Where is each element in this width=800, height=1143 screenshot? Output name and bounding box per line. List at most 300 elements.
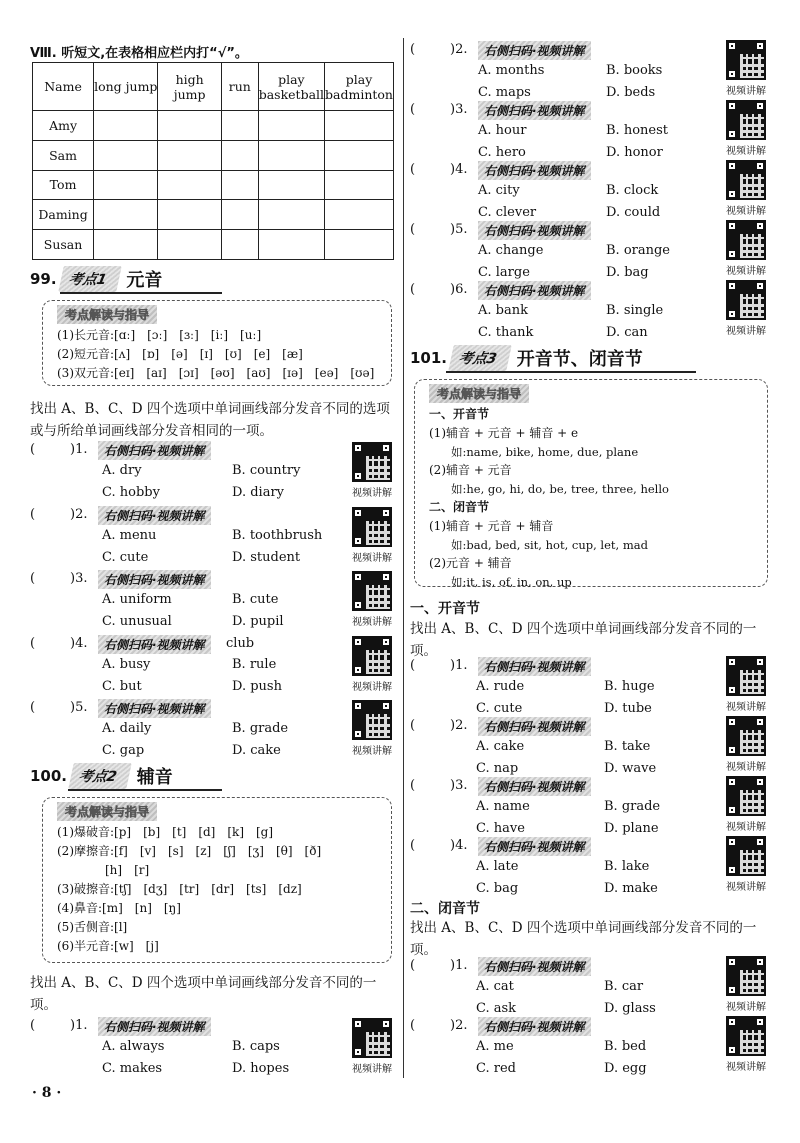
check-cell[interactable]: [325, 111, 394, 141]
option-a[interactable]: A. city: [478, 183, 520, 198]
option-b[interactable]: B. single: [606, 303, 664, 318]
header-long-jump: long jump: [94, 63, 158, 111]
guide-line: (4)鼻音:[m] [n] [ŋ]: [57, 901, 181, 915]
scan-banner: 右侧扫码·视频讲解: [478, 837, 591, 856]
answer-blank[interactable]: (: [410, 282, 416, 297]
qr-label: 视频讲解: [726, 1002, 766, 1013]
row-name: Sam: [33, 140, 94, 170]
option-d[interactable]: D. beds: [606, 85, 656, 100]
option-a[interactable]: A. months: [478, 63, 545, 78]
qr-finder: [754, 716, 766, 728]
kaodian-99-heading: [30, 265, 162, 293]
question-item: [30, 571, 400, 635]
qr-finder: [380, 700, 392, 712]
table-row: [33, 140, 394, 170]
qr-finder: [726, 188, 738, 200]
guide-line: (6)半元音:[w] [j]: [57, 939, 159, 953]
option-a[interactable]: A. rude: [476, 679, 525, 694]
qr-label: 视频讲解: [726, 326, 766, 337]
option-b[interactable]: B. country: [232, 463, 301, 478]
option-a[interactable]: A. bank: [478, 303, 528, 318]
qr-label: 视频讲解: [352, 746, 392, 757]
option-d[interactable]: D. glass: [604, 1001, 656, 1016]
check-cell[interactable]: [94, 140, 158, 170]
answer-blank[interactable]: (: [410, 1018, 416, 1033]
scan-banner: 右侧扫码·视频讲解: [98, 506, 211, 525]
guide-line: (5)舌侧音:[l]: [57, 920, 128, 934]
qr-code-icon[interactable]: [352, 700, 392, 740]
qr-modules: [740, 114, 764, 138]
qr-finder: [726, 864, 738, 876]
guide-tag: 考点解读与指导: [429, 384, 529, 403]
check-cell[interactable]: [94, 200, 158, 230]
kaodian-badge: 考点3: [448, 345, 511, 371]
qr-finder: [754, 40, 766, 52]
check-cell[interactable]: [158, 140, 221, 170]
option-c[interactable]: C. nap: [476, 761, 519, 776]
option-c[interactable]: C. hero: [478, 145, 526, 160]
header-high-jump: high jump: [158, 63, 221, 111]
option-a[interactable]: A. always: [102, 1039, 165, 1054]
qr-modules: [740, 1030, 764, 1054]
scan-banner: 右侧扫码·视频讲解: [478, 41, 591, 60]
kaodian-101-heading: [410, 344, 643, 372]
qr-code-icon[interactable]: [726, 656, 766, 696]
answer-blank[interactable]: (: [30, 700, 36, 715]
qr-code-icon[interactable]: [726, 776, 766, 816]
option-d[interactable]: D. wave: [604, 761, 657, 776]
qr-modules: [366, 714, 390, 738]
option-d[interactable]: D. diary: [232, 485, 285, 500]
answer-blank[interactable]: (: [410, 838, 416, 853]
option-c[interactable]: C. cute: [476, 701, 523, 716]
option-a[interactable]: A. busy: [102, 656, 151, 672]
heading-underline: [68, 789, 222, 791]
option-b[interactable]: B. lake: [604, 859, 650, 874]
check-cell[interactable]: [221, 200, 258, 230]
option-b[interactable]: B. huge: [604, 679, 655, 694]
qr-finder: [726, 308, 738, 320]
scan-banner: 右侧扫码·视频讲解: [478, 281, 591, 300]
check-cell[interactable]: [258, 140, 324, 170]
qr-code-icon[interactable]: [352, 442, 392, 482]
check-cell[interactable]: [325, 230, 394, 260]
qr-finder: [754, 776, 766, 788]
option-d[interactable]: D. honor: [606, 145, 663, 160]
question-item: [30, 636, 400, 700]
qr-finder: [726, 836, 738, 848]
qr-finder: [726, 804, 738, 816]
check-cell[interactable]: [221, 140, 258, 170]
option-c[interactable]: C. gap: [102, 743, 145, 758]
qr-modules: [740, 294, 764, 318]
question-number: )2.: [70, 506, 88, 522]
qr-code-icon[interactable]: [352, 636, 392, 676]
guide-example: 如:it, is, of, in, on, up: [451, 575, 572, 589]
qr-label: 视频讲解: [726, 266, 766, 277]
question-item: [410, 102, 772, 166]
scan-banner: 右侧扫码·视频讲解: [98, 570, 211, 589]
qr-modules: [740, 730, 764, 754]
qr-finder: [352, 1046, 364, 1058]
qr-finder: [352, 636, 364, 648]
scan-banner: 右侧扫码·视频讲解: [478, 777, 591, 796]
question-number: )6.: [450, 282, 468, 297]
instruction-100: 找出 A、B、C、D 四个选项中单词画线部分发音不同的一项。: [30, 975, 377, 1013]
check-cell[interactable]: [258, 170, 324, 200]
question-number: )5.: [70, 700, 88, 715]
question-number: )4.: [450, 162, 468, 177]
question-number: )1.: [70, 1018, 88, 1033]
qr-finder: [352, 599, 364, 611]
check-cell[interactable]: [158, 200, 221, 230]
option-a[interactable]: A. change: [478, 243, 544, 258]
option-a[interactable]: A. daily: [102, 721, 152, 736]
option-a[interactable]: A. me: [476, 1039, 514, 1054]
qr-finder: [726, 248, 738, 260]
header-name: Name: [33, 63, 94, 111]
option-d[interactable]: D. could: [606, 205, 661, 220]
option-a[interactable]: A. cat: [476, 979, 514, 994]
qr-finder: [726, 280, 738, 292]
kaodian-title: 开音节、闭音节: [516, 349, 643, 370]
check-cell[interactable]: [221, 170, 258, 200]
guide-line: (3)破擦音:[tʃ] [dʒ] [tr] [dr] [ts] [dz]: [57, 882, 302, 896]
option-c[interactable]: C. thank: [478, 325, 534, 340]
option-c[interactable]: C. have: [476, 821, 525, 836]
check-cell[interactable]: [258, 111, 324, 141]
qr-code-icon[interactable]: [352, 571, 392, 611]
qr-finder: [352, 700, 364, 712]
scan-banner: 右侧扫码·视频讲解: [98, 441, 211, 460]
kaodian-title: 元音: [126, 270, 163, 291]
qr-finder: [754, 100, 766, 112]
guide-example: 如:bad, bed, sit, hot, cup, let, mad: [451, 538, 648, 552]
option-b[interactable]: B. grade: [604, 799, 661, 814]
check-cell[interactable]: [158, 111, 221, 141]
open-syllable-heading: 一、开音节: [410, 601, 480, 617]
question-item: [410, 1018, 772, 1082]
kaodian-number: 99.: [30, 270, 57, 288]
option-c[interactable]: C. cute: [102, 549, 149, 565]
scan-banner: 右侧扫码·视频讲解: [478, 657, 591, 676]
qr-finder: [352, 470, 364, 482]
answer-blank[interactable]: (: [410, 162, 416, 177]
qr-label: 视频讲解: [352, 681, 392, 693]
option-a[interactable]: A. dry: [102, 463, 142, 478]
option-c[interactable]: C. but: [102, 678, 142, 694]
qr-finder: [754, 836, 766, 848]
question-number: )1.: [70, 442, 88, 457]
option-b[interactable]: B. clock: [606, 183, 659, 198]
qr-code-icon[interactable]: [726, 1016, 766, 1056]
qr-label: 视频讲解: [726, 882, 766, 893]
option-a[interactable]: A. hour: [478, 123, 527, 138]
option-b[interactable]: B. caps: [232, 1039, 280, 1054]
column-divider: [403, 38, 404, 1078]
option-b[interactable]: B. books: [606, 63, 663, 78]
qr-code-icon[interactable]: [352, 507, 392, 547]
qr-finder: [726, 128, 738, 140]
qr-finder: [380, 636, 392, 648]
guide-line: [h] [r]: [57, 863, 150, 877]
question-number: )4.: [450, 838, 468, 853]
scan-banner: 右侧扫码·视频讲解: [478, 957, 591, 976]
check-cell[interactable]: [258, 200, 324, 230]
row-name: Susan: [33, 230, 94, 260]
qr-label: 视频讲解: [726, 146, 766, 157]
qr-finder: [352, 535, 364, 547]
table-row: [33, 170, 394, 200]
guide-box-syllables: [414, 379, 768, 587]
qr-finder: [726, 1044, 738, 1056]
kaodian-number: 100.: [30, 767, 68, 785]
option-d[interactable]: D. bag: [606, 265, 649, 280]
option-d[interactable]: D. egg: [604, 1061, 647, 1076]
qr-code-icon[interactable]: [726, 40, 766, 80]
qr-modules: [366, 650, 390, 674]
qr-finder: [726, 40, 738, 52]
answer-blank[interactable]: (: [410, 42, 416, 57]
kaodian-title: 辅音: [136, 767, 173, 788]
guide-line: (2)元音 + 辅音: [429, 556, 512, 570]
option-b[interactable]: B. orange: [606, 243, 670, 258]
option-a[interactable]: A. uniform: [102, 592, 172, 607]
kaodian-badge: 考点1: [58, 266, 121, 292]
question-item: [410, 958, 772, 1022]
check-cell[interactable]: [94, 230, 158, 260]
row-name: Amy: [33, 111, 94, 141]
check-cell[interactable]: [94, 111, 158, 141]
guide-box-consonants: [42, 797, 392, 963]
qr-modules: [740, 970, 764, 994]
answer-blank[interactable]: (: [410, 658, 416, 673]
answer-blank[interactable]: (: [410, 958, 416, 973]
question-item: [30, 442, 400, 506]
question-number: )2.: [450, 42, 468, 57]
qr-label: 视频讲解: [352, 617, 392, 628]
heading-underline: [446, 371, 696, 373]
question-number: )3.: [450, 102, 468, 117]
option-d[interactable]: D. pupil: [232, 614, 284, 629]
scan-banner: 右侧扫码·视频讲解: [478, 717, 591, 736]
option-b[interactable]: B. toothbrush: [232, 527, 323, 543]
question-number: )3.: [70, 571, 88, 586]
option-c[interactable]: C. unusual: [102, 614, 172, 629]
answer-blank[interactable]: (: [410, 718, 416, 733]
instruction-open: 找出 A、B、C、D 四个选项中单词画线部分发音不同的一项。: [410, 621, 757, 659]
option-d[interactable]: D. push: [232, 678, 282, 694]
qr-finder: [754, 280, 766, 292]
qr-modules: [366, 456, 390, 480]
guide-tag: 考点解读与指导: [57, 305, 157, 324]
guide-tag: 考点解读与指导: [57, 802, 157, 821]
option-b[interactable]: B. bed: [604, 1039, 647, 1054]
qr-finder: [380, 571, 392, 583]
qr-finder: [726, 1016, 738, 1028]
option-d[interactable]: D. hopes: [232, 1061, 290, 1076]
option-c[interactable]: C. hobby: [102, 485, 160, 500]
row-name: Tom: [33, 170, 94, 200]
option-c[interactable]: C. bag: [476, 881, 519, 896]
kaodian-number: 101.: [410, 349, 448, 367]
option-b[interactable]: B. take: [604, 739, 651, 754]
guide-heading: 二、闭音节: [429, 500, 490, 514]
qr-modules: [740, 670, 764, 694]
qr-code-icon[interactable]: [726, 220, 766, 260]
question-item: [410, 162, 772, 226]
answer-blank[interactable]: (: [30, 571, 36, 586]
question-number: )1.: [450, 958, 468, 973]
guide-line: (2)摩擦音:[f] [v] [s] [z] [ʃ] [ʒ] [θ] [ð]: [57, 844, 322, 858]
guide-line: (2)辅音 + 元音: [429, 463, 512, 477]
qr-finder: [352, 664, 364, 676]
scan-banner: 右侧扫码·视频讲解: [478, 101, 591, 120]
qr-finder: [726, 656, 738, 668]
option-c[interactable]: C. maps: [478, 85, 531, 100]
option-b[interactable]: B. honest: [606, 123, 668, 138]
option-a[interactable]: A. late: [476, 859, 519, 874]
qr-finder: [726, 716, 738, 728]
qr-finder: [380, 1018, 392, 1030]
question-item: [410, 42, 772, 106]
qr-finder: [380, 507, 392, 519]
qr-code-icon[interactable]: [726, 100, 766, 140]
option-c[interactable]: C. red: [476, 1061, 516, 1076]
question-item: [30, 1018, 400, 1082]
qr-finder: [726, 776, 738, 788]
qr-modules: [366, 1032, 390, 1056]
qr-finder: [754, 1016, 766, 1028]
qr-code-icon[interactable]: [352, 1018, 392, 1058]
option-d[interactable]: D. tube: [604, 701, 652, 716]
qr-finder: [754, 220, 766, 232]
answer-blank[interactable]: (: [30, 1018, 36, 1033]
check-cell[interactable]: [221, 230, 258, 260]
qr-label: 视频讲解: [352, 552, 392, 564]
table-row: [33, 111, 394, 141]
qr-modules: [366, 521, 390, 545]
qr-label: 视频讲解: [352, 1064, 392, 1075]
given-word: club: [226, 635, 255, 651]
scan-banner: 右侧扫码·视频讲解: [478, 1017, 591, 1036]
qr-finder: [380, 442, 392, 454]
option-c[interactable]: C. makes: [102, 1061, 163, 1076]
check-cell[interactable]: [325, 140, 394, 170]
option-d[interactable]: D. plane: [604, 821, 659, 836]
answer-blank[interactable]: (: [30, 442, 36, 457]
qr-code-icon[interactable]: [726, 956, 766, 996]
qr-label: 视频讲解: [726, 702, 766, 713]
qr-finder: [726, 744, 738, 756]
guide-box-vowels: [42, 300, 392, 386]
answer-blank[interactable]: (: [30, 635, 36, 651]
page-number: · 8 ·: [32, 1085, 62, 1101]
qr-finder: [754, 956, 766, 968]
header-play-badminton: play badminton: [325, 63, 394, 111]
qr-label: 视频讲解: [726, 822, 766, 833]
qr-finder: [726, 100, 738, 112]
listening-table: [32, 62, 394, 260]
guide-example: 如:he, go, hi, do, be, tree, three, hello: [451, 482, 669, 496]
guide-line: (1)长元音:[ɑː] [ɔː] [ɜː] [iː] [uː]: [57, 328, 262, 342]
qr-code-icon[interactable]: [726, 716, 766, 756]
qr-label: 视频讲解: [726, 1062, 766, 1073]
check-cell[interactable]: [258, 230, 324, 260]
check-cell[interactable]: [94, 170, 158, 200]
option-a[interactable]: A. name: [476, 799, 530, 814]
qr-finder: [754, 160, 766, 172]
instruction-99: 找出 A、B、C、D 四个选项中单词画线部分发音不同的选项或与所给单词画线部分发音相同的一项。: [30, 401, 390, 439]
row-name: Daming: [33, 200, 94, 230]
scan-banner: 右侧扫码·视频讲解: [478, 161, 591, 180]
question-item: [410, 222, 772, 286]
option-b[interactable]: B. grade: [232, 721, 289, 736]
option-c[interactable]: C. large: [478, 265, 530, 280]
option-d[interactable]: D. make: [604, 881, 658, 896]
option-d[interactable]: D. cake: [232, 743, 281, 758]
qr-modules: [366, 585, 390, 609]
guide-example: 如:name, bike, home, due, plane: [451, 445, 639, 459]
option-c[interactable]: C. clever: [478, 205, 537, 220]
question-number: )4.: [70, 635, 88, 651]
qr-finder: [726, 684, 738, 696]
question-item: [410, 838, 772, 902]
qr-finder: [352, 507, 364, 519]
guide-line: (2)短元音:[ʌ] [ɒ] [ə] [ɪ] [ʊ] [e] [æ]: [57, 347, 303, 361]
qr-finder: [352, 442, 364, 454]
answer-blank[interactable]: (: [410, 222, 416, 237]
answer-blank[interactable]: (: [410, 778, 416, 793]
qr-modules: [740, 234, 764, 258]
question-number: )3.: [450, 778, 468, 793]
qr-finder: [754, 656, 766, 668]
option-b[interactable]: B. cute: [232, 592, 279, 607]
option-b[interactable]: B. rule: [232, 656, 277, 672]
heading-underline: [60, 292, 222, 294]
qr-modules: [740, 850, 764, 874]
check-cell[interactable]: [158, 230, 221, 260]
option-c[interactable]: C. ask: [476, 1001, 517, 1016]
answer-blank[interactable]: (: [410, 102, 416, 117]
qr-code-icon[interactable]: [726, 280, 766, 320]
qr-code-icon[interactable]: [726, 836, 766, 876]
option-a[interactable]: A. menu: [102, 527, 157, 543]
qr-finder: [726, 984, 738, 996]
guide-line: (1)爆破音:[p] [b] [t] [d] [k] [g]: [57, 825, 274, 839]
check-cell[interactable]: [221, 111, 258, 141]
check-cell[interactable]: [325, 200, 394, 230]
section-8-title: Ⅷ. 听短文,在表格相应栏内打“√”。: [30, 46, 248, 61]
qr-label: 视频讲解: [726, 206, 766, 217]
check-cell[interactable]: [158, 170, 221, 200]
qr-finder: [726, 956, 738, 968]
question-item: [410, 282, 772, 346]
option-a[interactable]: A. cake: [476, 739, 525, 754]
option-d[interactable]: D. can: [606, 325, 648, 340]
qr-finder: [352, 728, 364, 740]
qr-code-icon[interactable]: [726, 160, 766, 200]
option-b[interactable]: B. car: [604, 979, 644, 994]
guide-line: (3)双元音:[eɪ] [aɪ] [ɔɪ] [əʊ] [aʊ] [ɪə] [eə] [ʊə]: [57, 366, 375, 380]
kaodian-badge: 考点2: [68, 763, 131, 789]
check-cell[interactable]: [325, 170, 394, 200]
kaodian-100-heading: [30, 762, 173, 790]
qr-label: 视频讲解: [352, 488, 392, 499]
answer-blank[interactable]: (: [30, 506, 36, 522]
table-row: [33, 200, 394, 230]
option-d[interactable]: D. student: [232, 549, 301, 565]
